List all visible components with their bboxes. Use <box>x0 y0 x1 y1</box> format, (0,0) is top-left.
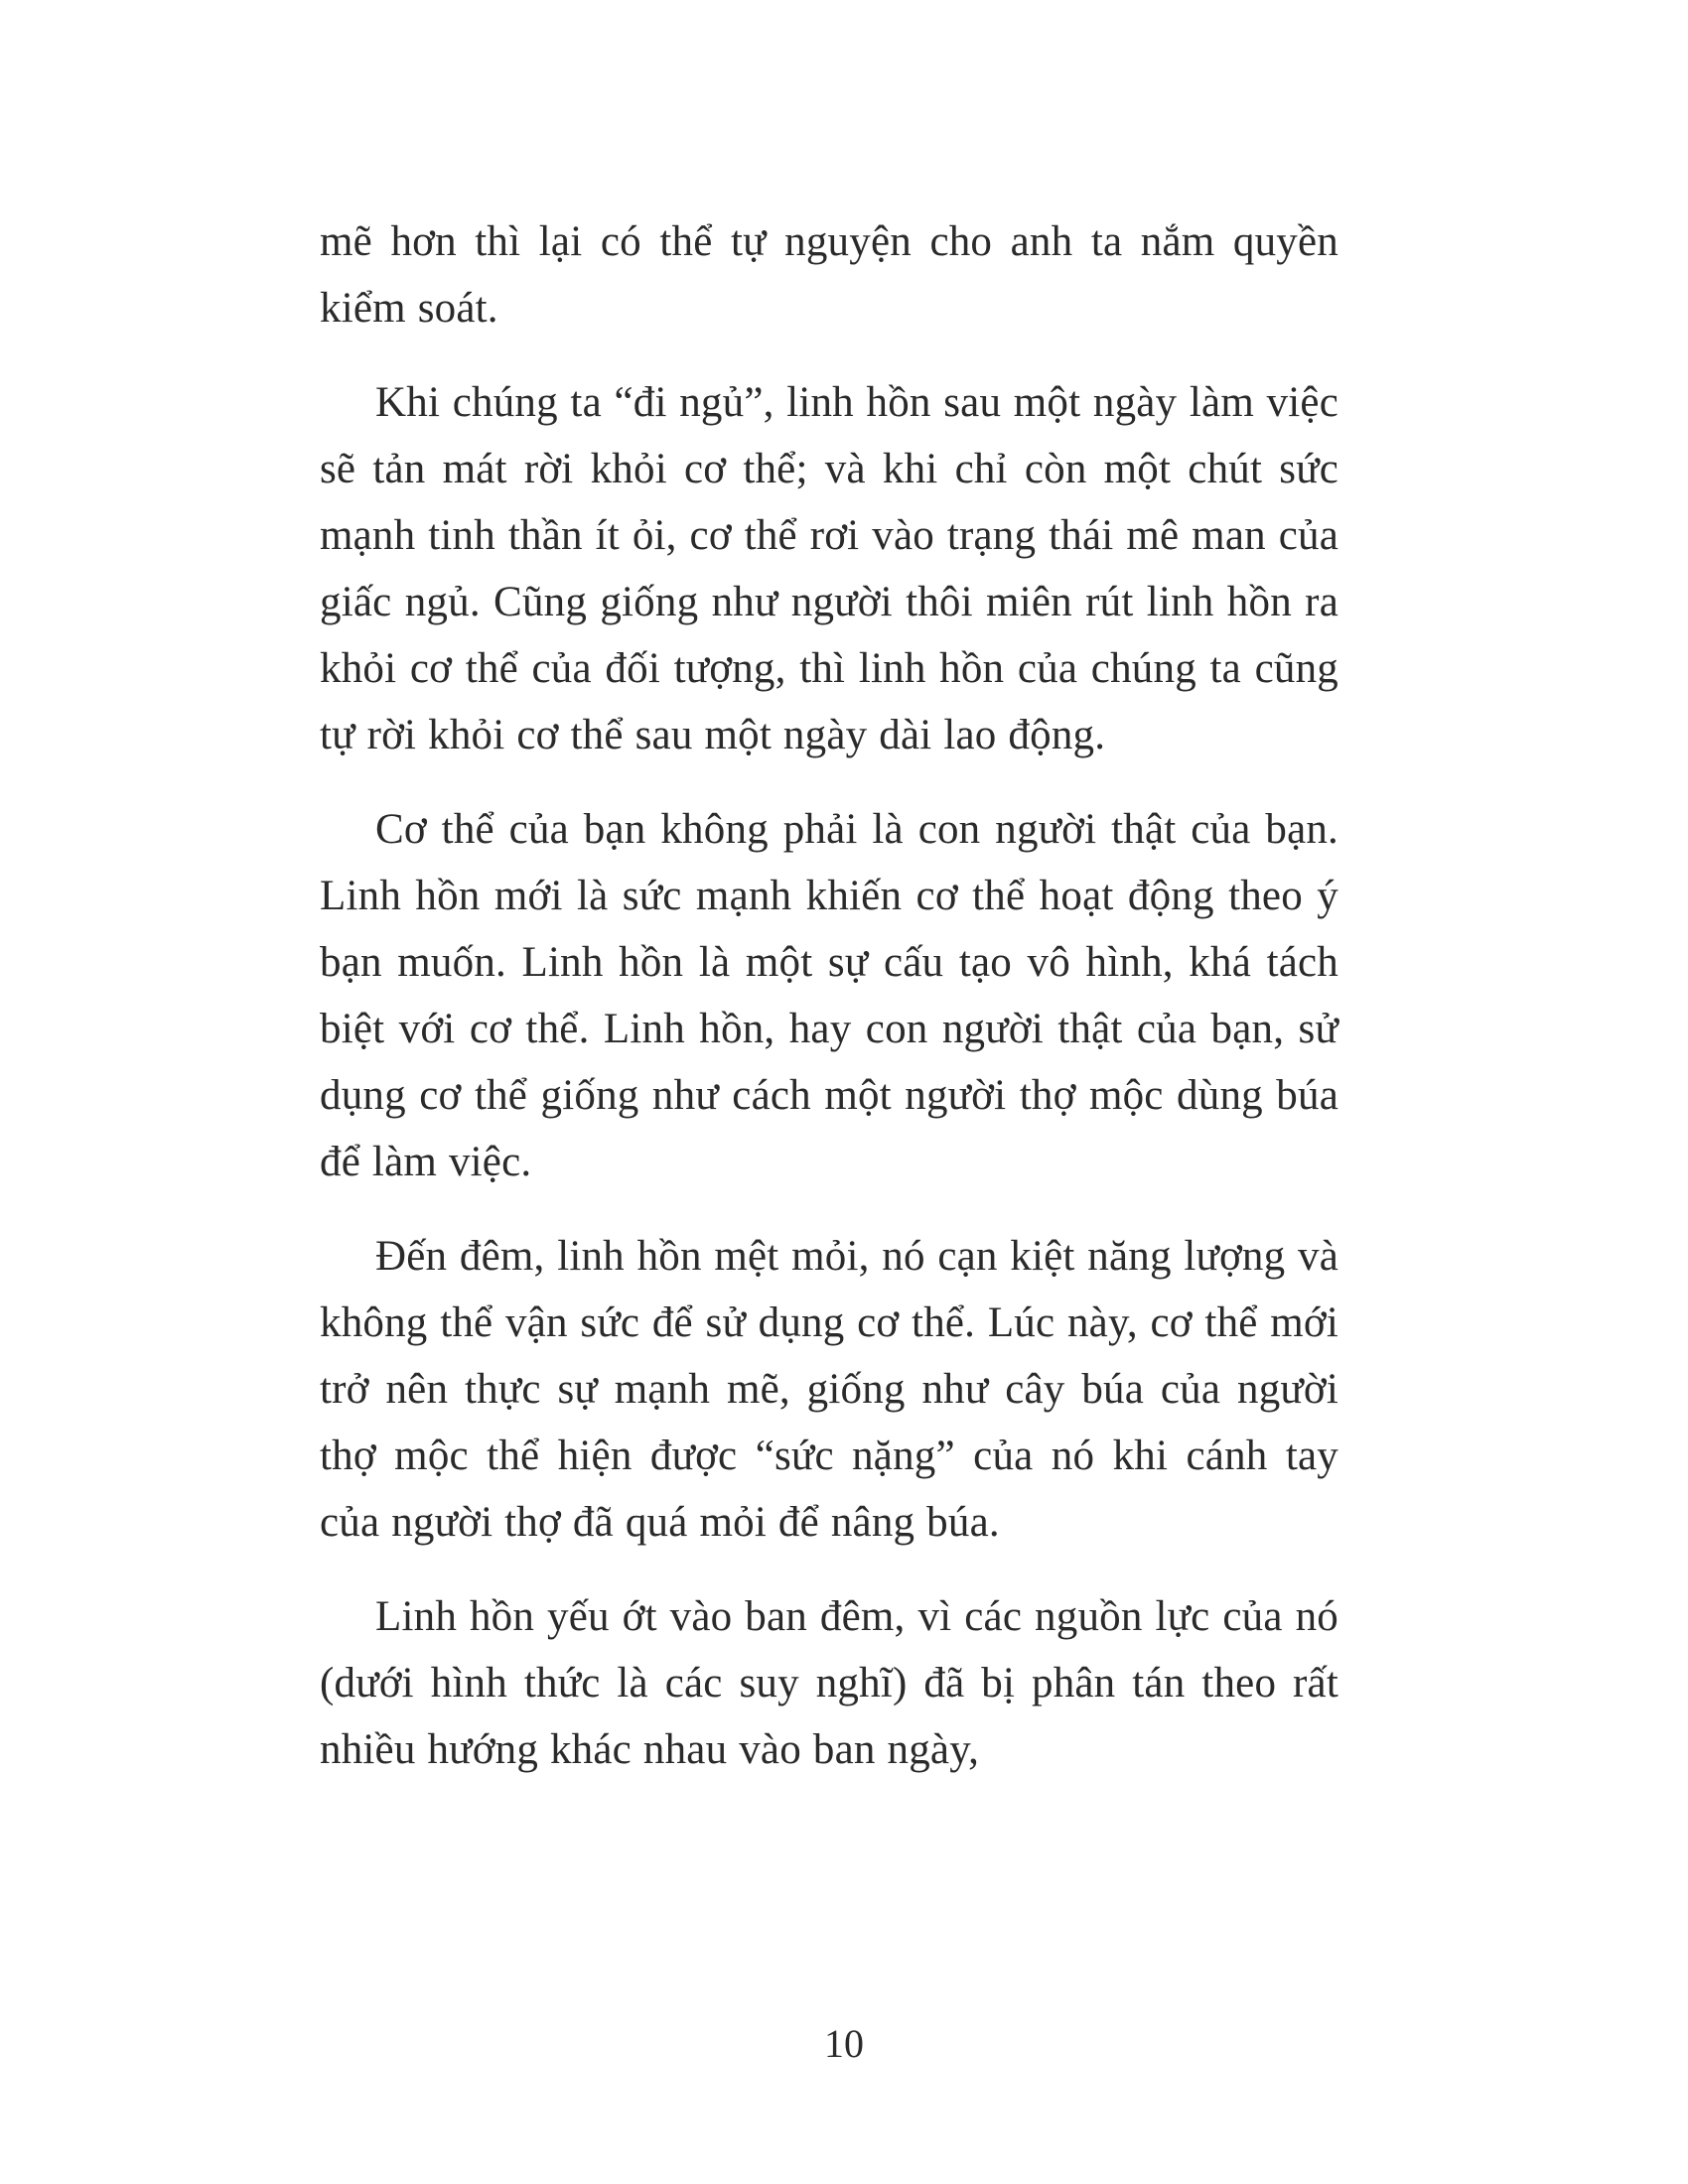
paragraph: Khi chúng ta “đi ngủ”, linh hồn sau một ngày làm việc sẽ tản mát rời khỏi cơ thể; và khi chỉ còn một chút sức mạnh tinh thần ít ỏi, cơ thể rơi vào trạng thái mê man của giấc ngủ. Cũng giống như người thôi miên rút linh hồn ra khỏi cơ thể của đối tượng, thì linh hồn của chúng ta cũng tự rời khỏi cơ thể sau một ngày dài lao động. <box>320 379 1338 758</box>
paragraph-continued: mẽ hơn thì lại có thể tự nguyện cho anh ta nắm quyền kiểm soát. <box>320 218 1338 332</box>
paragraph: Đến đêm, linh hồn mệt mỏi, nó cạn kiệt năng lượng và không thể vận sức để sử dụng cơ thể. Lúc này, cơ thể mới trở nên thực sự mạnh mẽ, giống như cây búa của người thợ mộc thể hiện được “sức nặng” của nó khi cánh tay của người thợ đã quá mỏi để nâng búa. <box>320 1233 1338 1546</box>
paragraph: Cơ thể của bạn không phải là con người thật của bạn. Linh hồn mới là sức mạnh khiến cơ thể hoạt động theo ý bạn muốn. Linh hồn là một sự cấu tạo vô hình, khá tách biệt với cơ thể. Linh hồn, hay con người thật của bạn, sử dụng cơ thể giống như cách một người thợ mộc dùng búa để làm việc. <box>320 806 1338 1185</box>
page-text-block <box>320 208 1338 1811</box>
page-number: 10 <box>824 2021 864 2066</box>
paragraph: Linh hồn yếu ớt vào ban đêm, vì các nguồn lực của nó (dưới hình thức là các suy nghĩ) đã bị phân tán theo rất nhiều hướng khác nhau vào ban ngày, <box>320 1593 1338 1773</box>
